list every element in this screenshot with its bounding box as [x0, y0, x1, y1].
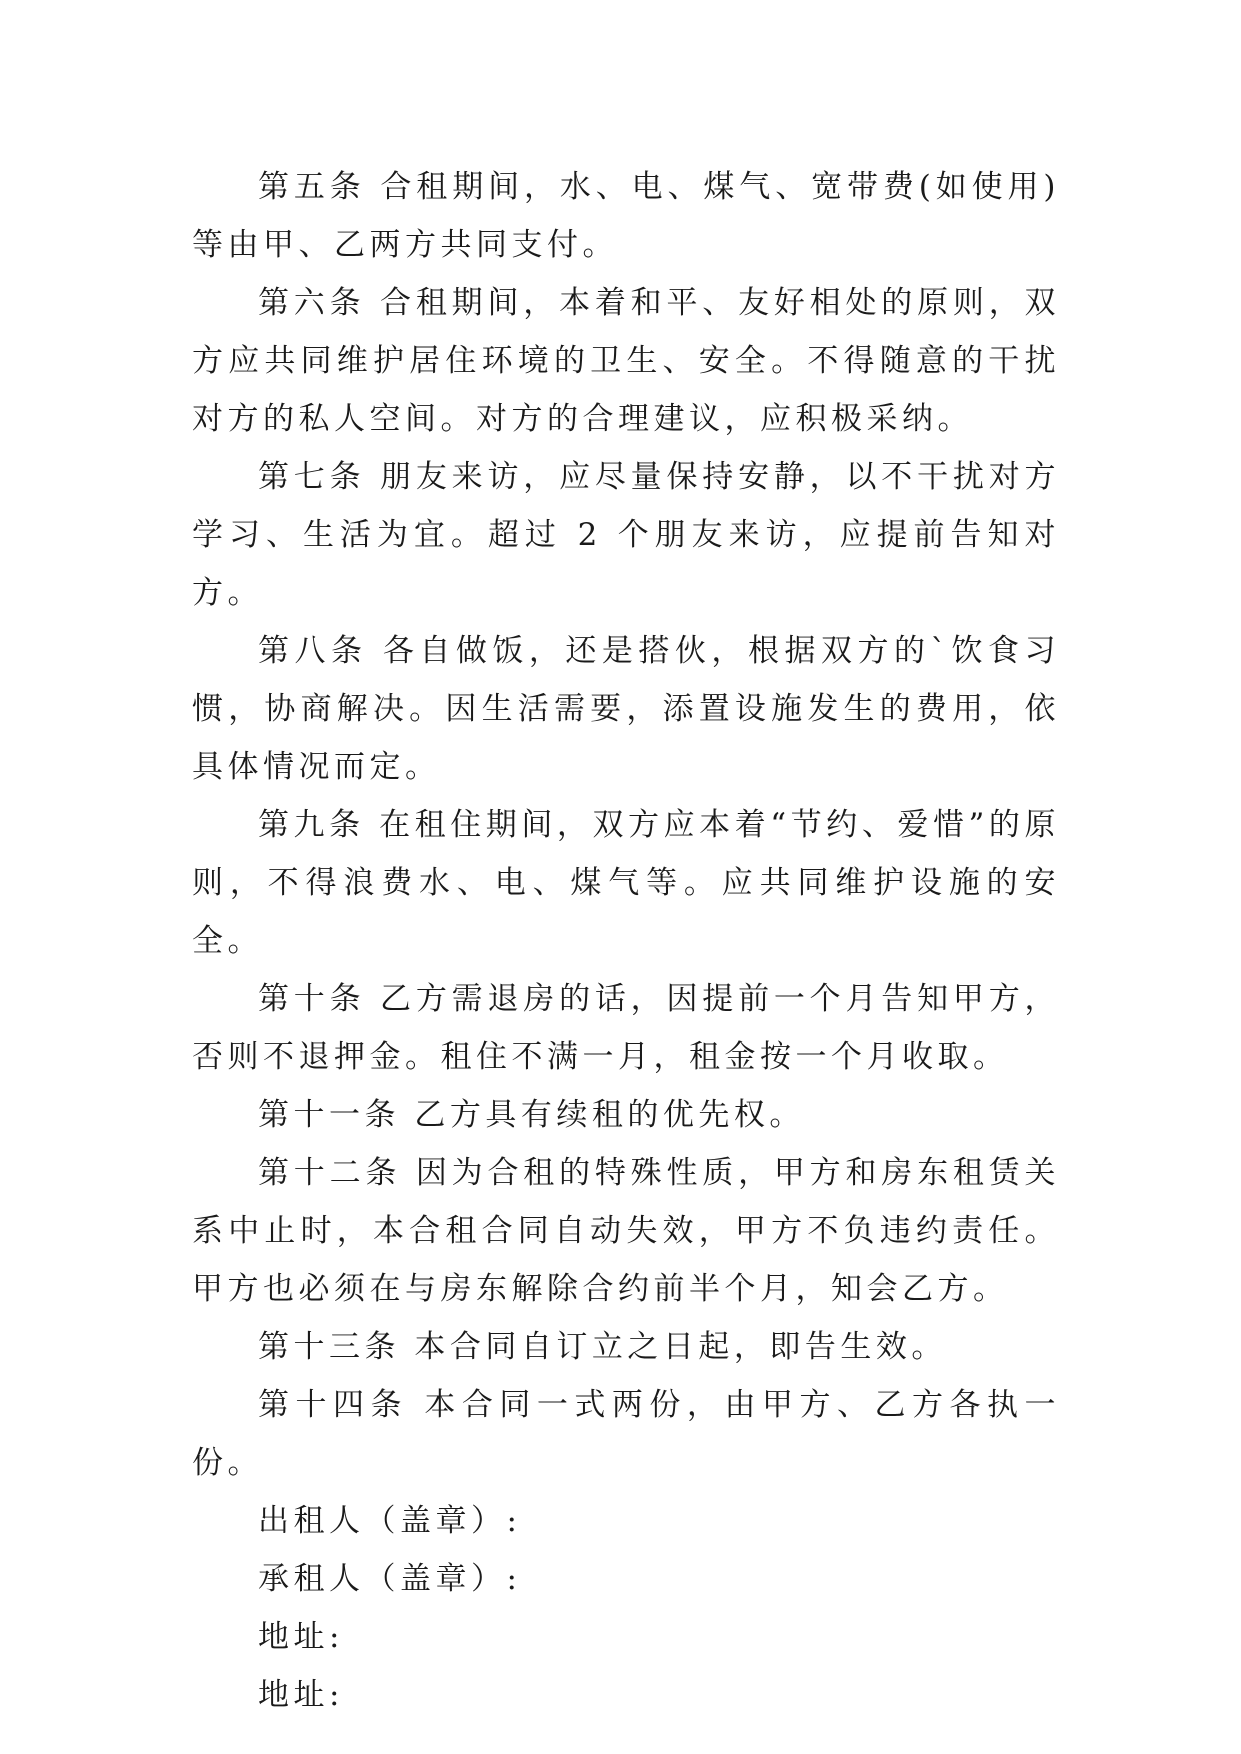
clause-10: 第十条 乙方需退房的话，因提前一个月告知甲方，否则不退押金。租住不满一月，租金按一个月收取。	[192, 981, 1060, 1075]
clause-6: 第六条 合租期间，本着和平、友好相处的原则，双方应共同维护居住环境的卫生、安全。不得随意的干扰对方的私人空间。对方的合理建议，应积极采纳。	[192, 285, 1060, 437]
clause-11: 第十一条 乙方具有续租的优先权。	[258, 1097, 805, 1133]
document-body	[192, 158, 1060, 1724]
lessee-signature-label: 承租人（盖章）:	[258, 1561, 522, 1597]
lessee-address-label: 地址:	[258, 1677, 344, 1713]
lessor-address-label: 地址:	[258, 1619, 344, 1655]
clause-9: 第九条 在租住期间，双方应本着“节约、爱惜”的原则，不得浪费水、电、煤气等。应共同维护设施的安全。	[192, 807, 1060, 959]
clause-14: 第十四条 本合同一式两份，由甲方、乙方各执一份。	[192, 1387, 1060, 1481]
clause-7: 第七条 朋友来访，应尽量保持安静，以不干扰对方学习、生活为宜。超过 2 个朋友来访，应提前告知对方。	[192, 459, 1060, 611]
clause-5: 第五条 合租期间，水、电、煤气、宽带费(如使用)等由甲、乙两方共同支付。	[192, 169, 1060, 263]
clause-12: 第十二条 因为合租的特殊性质，甲方和房东租赁关系中止时，本合租合同自动失效，甲方不负违约责任。甲方也必须在与房东解除合约前半个月，知会乙方。	[192, 1155, 1060, 1307]
clause-13: 第十三条 本合同自订立之日起，即告生效。	[258, 1329, 947, 1365]
lessor-signature-label: 出租人（盖章）:	[258, 1503, 522, 1539]
clause-8: 第八条 各自做饭，还是搭伙，根据双方的`饮食习惯，协商解决。因生活需要，添置设施发生的费用，依具体情况而定。	[192, 633, 1060, 785]
